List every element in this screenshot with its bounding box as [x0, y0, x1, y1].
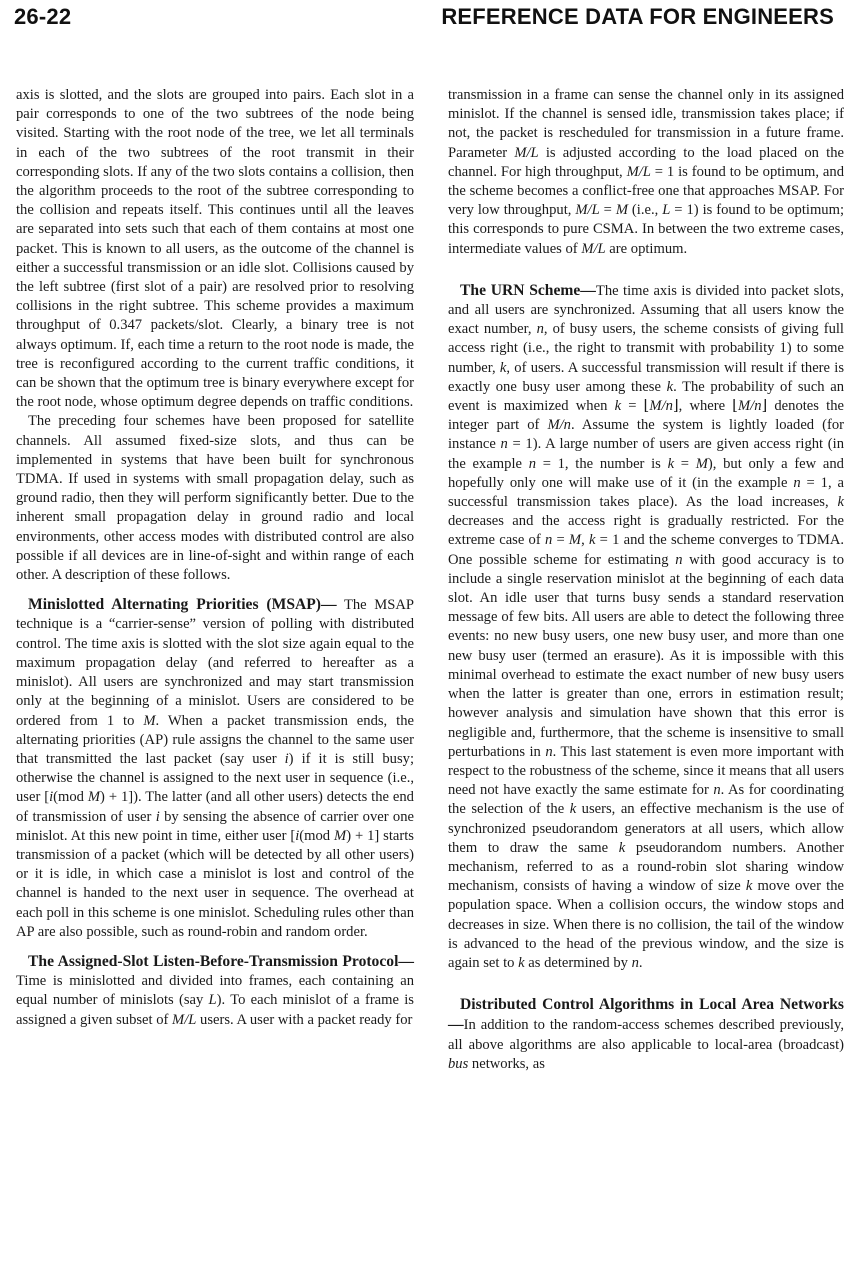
- section-heading-msap: Minislotted Alternating Priorities (MSAP)—: [28, 596, 337, 614]
- page-header: [14, 4, 834, 34]
- section-msap: Minislotted Alternating Priorities (MSAP)— The MSAP technique is a “carrier-sense” version of polling with distributed control. The time axis is slotted with the slot size again equal to the maximum propagation delay (and referred to hereafter as a minislot). All users are synchronized and may start transmission only at the beginning of a minislot. Users are considered to be ordered from 1 to M. When a packet transmission ends, the alternating priorities (AP) rule assigns the channel to the same user that transmitted the last packet (say user i) if it is still busy; otherwise the channel is assigned to the next user in sequence (i.e., user [i(mod M) + 1]). The latter (and all other users) detects the end of transmission of user i by sensing the absence of carrier over one minislot. At this new point in time, either user [i(mod M) + 1] starts transmission of a packet (which will be detected by all other users) or it is idle, in which case a minislot is lost and control of the channel is handed to the next user in sequence. The overhead at each poll in this scheme is one minislot. Scheduling rules other than AP are also possible, such as round-robin and random order.: [16, 596, 414, 940]
- paragraph-satellite-schemes: The preceding four schemes have been proposed for satellite channels. All assumed fixed-size slots, and thus can be implemented in systems that have been built for synchronous TDMA. If used in systems with small propagation delay, such as ground radio, then they will perform significantly better. Due to the inherent small propagation delay in ground radio and local environments, other access modes with distributed control are also possible if all devices are in line-of-sight and within range of each other. A description of these follows.: [16, 413, 414, 584]
- section-distributed-control: Distributed Control Algorithms in Local Area Networks—In addition to the random-access schemes described previously, all above algorithms are also applicable to local-area (broadcast) bus networks, as: [448, 996, 844, 1072]
- page-number: 26-22: [14, 4, 72, 29]
- right-column: [448, 86, 844, 1074]
- section-assigned-slot-lbt: The Assigned-Slot Listen-Before-Transmission Protocol—Time is minislotted and divided into frames, each containing an equal number of minislots (say L). To each minislot of a frame is assigned a given subset of M/L users. A user with a packet ready for: [16, 952, 414, 1028]
- paragraph-tree-algorithm: axis is slotted, and the slots are grouped into pairs. Each slot in a pair corresponds to one of the two subtrees of the node being visited. Starting with the root node of the tree, we let all terminals in each of the two subtrees of the root transmit in their corresponding slots. If any of the two slots contains a collision, then the algorithm proceeds to the root of the subtree corresponding to the collision and repeats itself. This continues until all the leaves are separated into sets such that each of them contains at most one packet. This is known to all users, as the outcome of the channel is either a successful transmission or an idle slot. Collisions caused by the left subtree (first slot of a pair) are resolved prior to resolving collisions in the right subtree. This scheme provides a maximum throughput of 0.347 packets/slot. Clearly, a binary tree is not always optimum. If, each time a return to the root node is made, the tree is reconfigured according to the current traffic conditions, it can be shown that the optimum tree is binary everywhere except for the root node, whose optimum degree depends on traffic conditions.: [16, 87, 414, 411]
- paragraph-assigned-slot-continued: transmission in a frame can sense the channel only in its assigned minislot. If the channel is sensed idle, transmission takes place; if not, the packet is rescheduled for transmission in a future frame. Parameter M/L is adjusted according to the load placed on the channel. For high throughput, M/L = 1 is found to be optimum, and the scheme becomes a conflict-free one that approaches MSAP. For very low throughput, M/L = M (i.e., L = 1) is found to be optimum; this corresponds to pure CSMA. In between the two extreme cases, intermediate values of M/L are optimum.: [448, 87, 845, 257]
- left-column: [16, 86, 414, 1030]
- section-urn-scheme: The URN Scheme—The time axis is divided into packet slots, and all users are synchronized. Assuming that all users know the exact number, n, of busy users, the scheme consists of giving full access right (i.e., the right to transmit with probability 1) to some number, k, of users. A successful transmission will result if there is exactly one busy user among these k. The probability of such an event is maximized when k = ⌊M/n⌋, where ⌊M/n⌋ denotes the integer part of M/n. Assume the system is lightly loaded (for instance n = 1). A large number of users are given access right (in the example n = 1, the number is k = M), but only a few and hopefully only one will make use of it (in the example n = 1, a successful transmission takes place). As the load increases, k decreases and the access right is gradually restricted. For the extreme case of n = M, k = 1 and the scheme converges to TDMA. One possible scheme for estimating n with good accuracy is to include a single reservation minislot at the beginning of each data slot. An idle user that turns busy sends a standard reservation message of few bits. All users are able to detect the following three events: no new busy users, one new busy user, and more than one new busy user (termed an erasure). As it is impossible with this minimal overhead to estimate the exact number of new busy users when the latter is greater than one, errors in estimation result; however analysis and simulation have shown that this error is negligible and, furthermore, that the scheme is insensitive to small perturbations in n. This last statement is even more important with respect to the robustness of the scheme, since it means that all users need not have exactly the same estimate for n. As for coordinating the selection of the k users, an effective mechanism is the use of synchronized pseudorandom generators at all users, which allow them to draw the same k pseudorandom numbers. Another mechanism, referred to as a round-robin slot sharing window mechanism, consists of having a window of size k move over the population space. When a collision occurs, the window stops and decreases in size. When there is no collision, the tail of the window is advanced to the head of the previous window, and the size is again set to k as determined by n.: [448, 281, 845, 971]
- running-title: REFERENCE DATA FOR ENGINEERS: [441, 4, 834, 29]
- section-heading-urn-scheme: The URN Scheme—: [460, 281, 596, 299]
- section-heading-assigned-slot-lbt: The Assigned-Slot Listen-Before-Transmission Protocol—: [28, 952, 414, 970]
- section-heading-distributed-control: Distributed Control Algorithms in Local Area Networks—: [448, 996, 844, 1034]
